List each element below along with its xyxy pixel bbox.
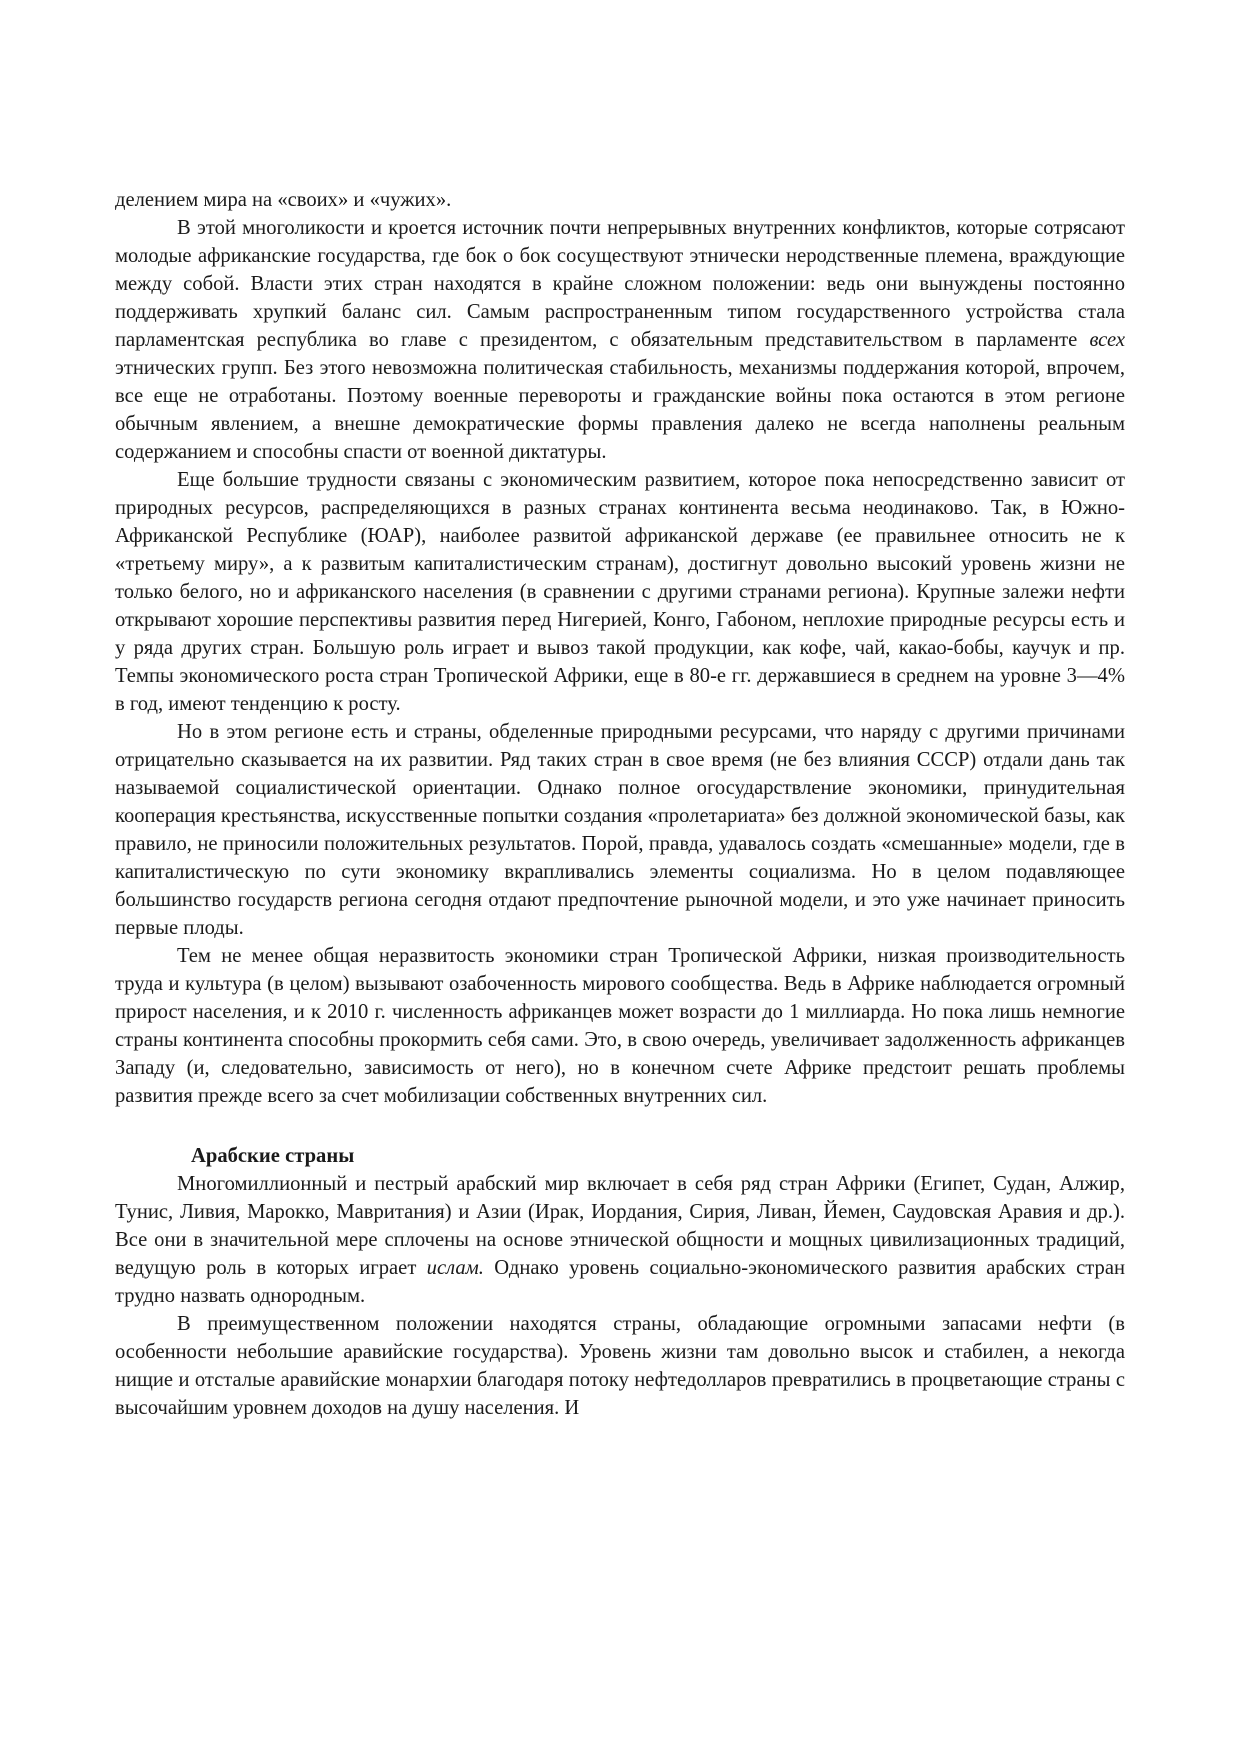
section-heading: Арабские страны — [191, 1145, 355, 1167]
paragraph-economy: Еще большие трудности связаны с экономическим развитием, которое пока непосредственно зависит от природных ресурсов, распределяющихся в разных странах континента весьма неодинаково. Так, в Южно-Африканской Республике (ЮАР), наиболее развитой африканской державе (ее правильнее относить не к «третьему миру», а к развитым капиталистическим странам), достигнут довольно высокий уровень жизни не только белого, но и африканского населения (в сравнении с другими странами региона). Крупные залежи нефти открывают хорошие перспективы развития перед Нигерией, Конго, Габоном, неплохие природные ресурсы есть и у ряда других стран. Большую роль играет и вывоз такой продукции, как кофе, чай, какао-бобы, каучук и пр. Темпы экономического роста стран Тропической Африки, еще в 80-е гг. державшиеся в среднем на уровне 3—4% в год, имеют тенденцию к росту. — [115, 469, 1125, 715]
paragraph-text: В этой многоликости и кроется источник почти непрерывных внутренних конфликтов, которые сотрясают молодые африканские государства, где бок о бок сосуществуют этнически неродственные племена, враждующие между собой. Власти этих стран находятся в крайне сложном положении: ведь они вынуждены постоянно поддерживать хрупкий баланс сил. Самым распространенным типом государственного устройства стала парламентская республика во главе с президентом, с обязательным представительством в парламенте — [115, 217, 1125, 351]
document-page — [115, 186, 1125, 1422]
paragraph-conflicts — [115, 214, 1125, 466]
paragraph-resources: Но в этом регионе есть и страны, обделенные природными ресурсами, что наряду с другими причинами отрицательно сказывается на их развитии. Ряд таких стран в свое время (не без влияния СССР) отдали дань так называемой социалистической ориентации. Однако полное огосударствление экономики, принудительная кооперация крестьянства, искусственные попытки создания «пролетариата» без должной экономической базы, как правило, не приносили положительных результатов. Порой, правда, удавалось создать «смешанные» модели, где в капиталистическую по сути экономику вкрапливались элементы социализма. Но в целом подавляющее большинство государств региона сегодня отдают предпочтение рыночной модели, и это уже начинает приносить первые плоды. — [115, 721, 1125, 939]
paragraph-continued: делением мира на «своих» и «чужих». — [115, 189, 452, 211]
paragraph-development: Тем не менее общая неразвитость экономики стран Тропической Африки, низкая производительность труда и культура (в целом) вызывают озабоченность мирового сообщества. Ведь в Африке наблюдается огромный прирост населения, и к 2010 г. численность африканцев может возрасти до 1 миллиарда. Но пока лишь немногие страны континента способны прокормить себя сами. Это, в свою очередь, увеличивает задолженность африканцев Западу (и, следовательно, зависимость от него), но в конечном счете Африке предстоит решать проблемы развития прежде всего за счет мобилизации собственных внутренних сил. — [115, 945, 1125, 1107]
paragraph-text: этнических групп. Без этого невозможна политическая стабильность, механизмы поддержания которой, впрочем, все еще не отработаны. Поэтому военные перевороты и гражданские войны пока остаются в этом регионе обычным явлением, а внешне демократические формы правления далеко не всегда наполнены реальным содержанием и способны спасти от военной диктатуры. — [115, 357, 1125, 463]
paragraph-arab-world — [115, 1170, 1125, 1310]
paragraph-oil-states: В преимущественном положении находятся страны, обладающие огромными запасами нефти (в особенности небольшие аравийские государства). Уровень жизни там довольно высок и стабилен, а некогда нищие и отсталые аравийские монархии благодаря потоку нефтедолларов превратились в процветающие страны с высочайшим уровнем доходов на душу населения. И — [115, 1313, 1125, 1419]
emphasis-text: всех — [1089, 329, 1125, 351]
paragraph-text: Многомиллионный и пестрый арабский мир включает в себя ряд стран Африки (Египет, Судан, Алжир, Тунис, Ливия, Марокко, Мавритания) и Азии (Ирак, Иордания, Сирия, Ливан, Йемен, Саудовская Аравия и др.). Все они в значительной мере сплочены на основе этнической общности и мощных цивилизационных традиций, ведущую роль в которых играет — [115, 1173, 1125, 1279]
paragraph-text: Однако уровень социально-экономического развития арабских стран трудно назвать однородным. — [115, 1257, 1125, 1307]
emphasis-text: ислам. — [426, 1257, 484, 1279]
